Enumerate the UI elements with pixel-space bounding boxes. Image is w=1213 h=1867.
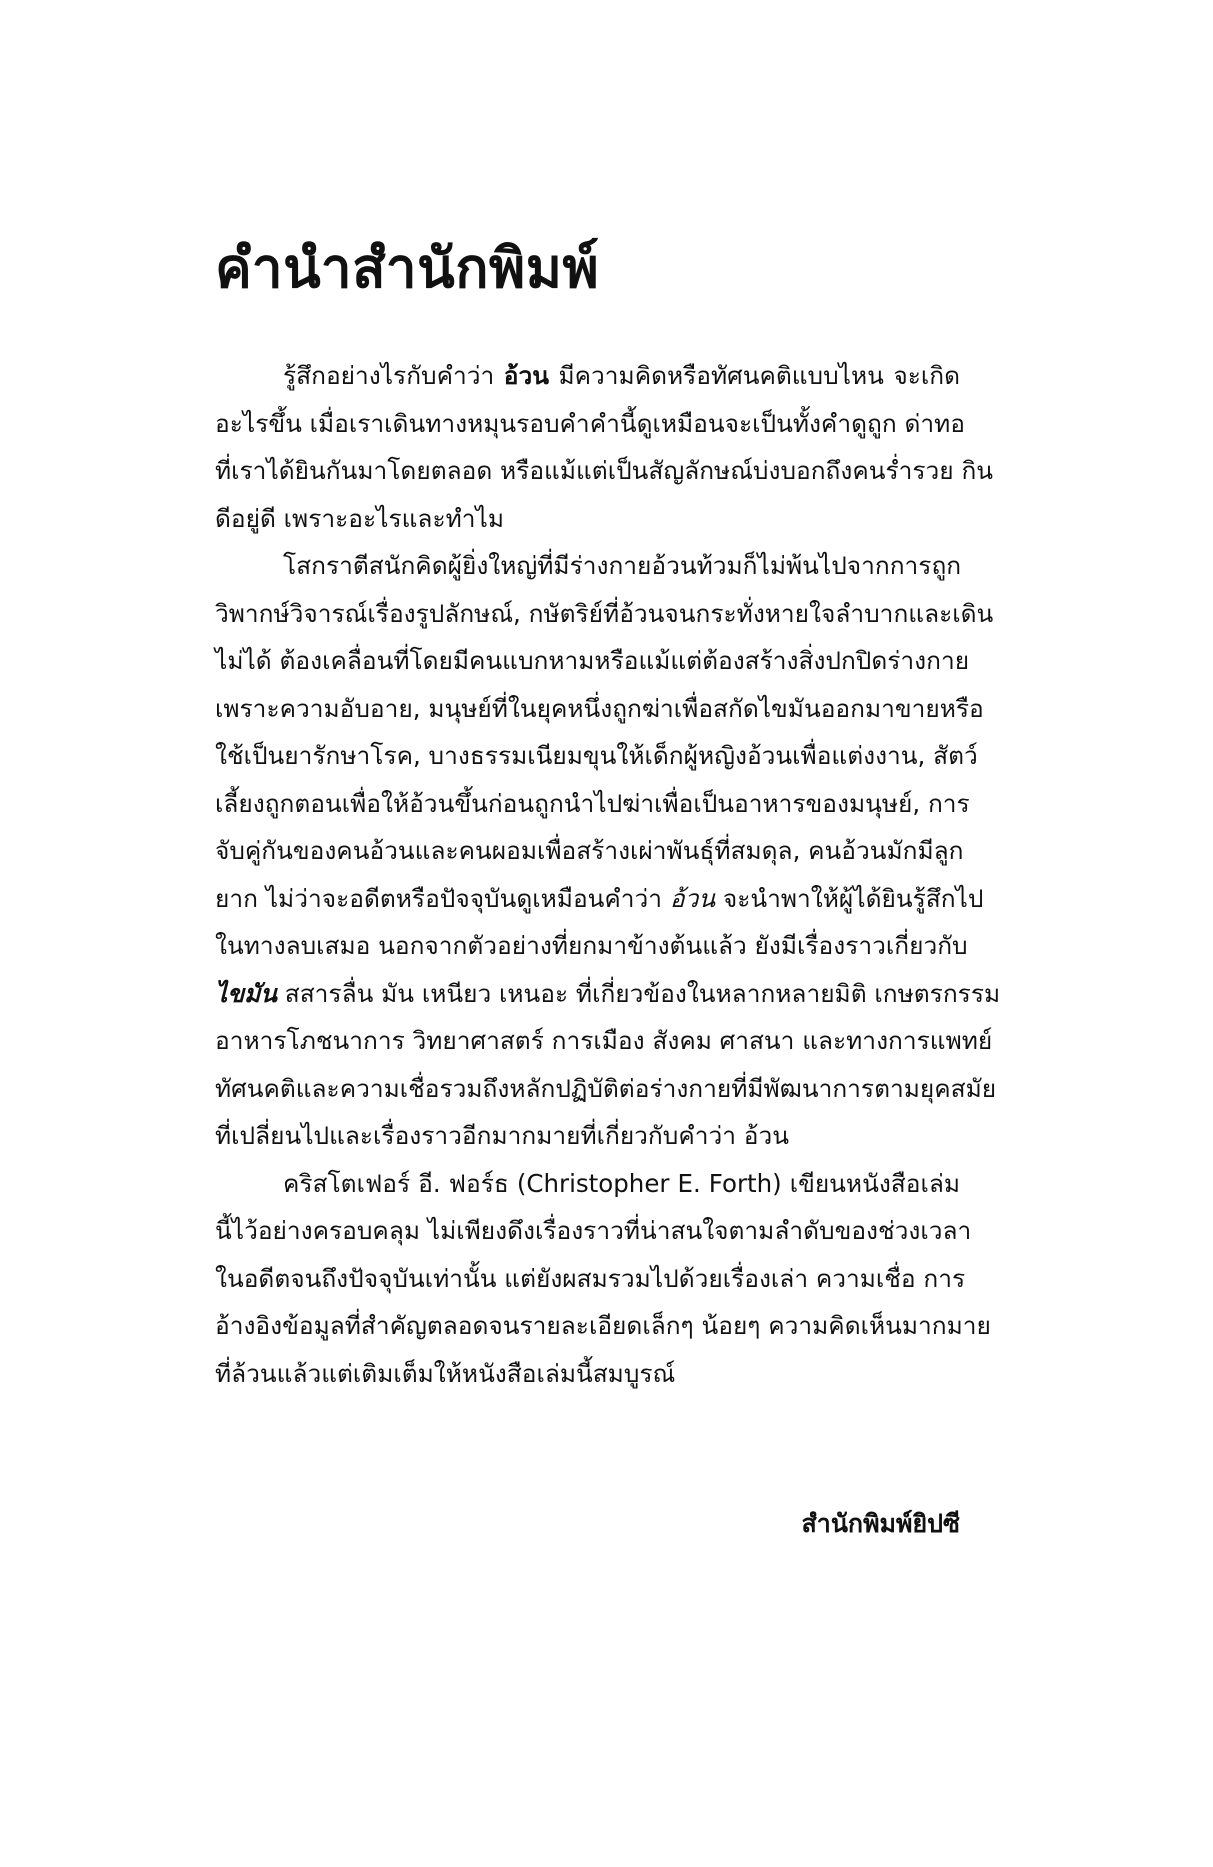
text-run: ที่เราได้ยินกันมาโดยตลอด หรือแม้แต่เป็นสัญลักษณ์บ่งบอกถึงคนร่ำรวย กิน [215,456,994,485]
preface-body [215,352,1001,1397]
publisher-signature: สำนักพิมพ์ยิปซี [801,1509,960,1538]
text-run: ยาก ไม่ว่าจะอดีตหรือปัจจุบันดูเหมือนคำว่า [215,883,670,913]
text-run: จะนำพาให้ผู้ได้ยินรู้สึกไป [715,883,984,913]
text-line [215,352,960,400]
text-line [215,542,960,590]
text-run: จับคู่กันของคนอ้วนและคนผอมเพื่อสร้างเผ่าพันธุ์ที่สมดุล, คนอ้วนมักมีลูก [215,836,964,865]
text-run: นี้ไว้อย่างครอบคลุม ไม่เพียงดึงเรื่องราวที่น่าสนใจตามลำดับของช่วงเวลา [215,1216,972,1245]
text-run: ที่ล้วนแล้วแต่เติมเต็มให้หนังสือเล่มนี้สมบูรณ์ [215,1358,676,1388]
paragraph-2 [215,542,1001,1160]
text-line [215,400,965,448]
text-run: ทัศนคติและความเชื่อรวมถึงหลักปฏิบัติต่อร่างกายที่มีพัฒนาการตามยุคสมัย [215,1073,997,1103]
paragraph-1 [215,352,994,542]
text-line [215,685,984,733]
text-run: ไม่ได้ ต้องเคลื่อนที่โดยมีคนแบกหามหรือแม้แต่ต้องสร้างสิ่งปกปิดร่างกาย [215,646,970,675]
text-run: เพราะความอับอาย, มนุษย์ที่ในยุคหนึ่งถูกฆ่าเพื่อสกัดไขมันออกมาขายหรือ [215,693,984,723]
text-run: ใช้เป็นยารักษาโรค, บางธรรมเนียมขุนให้เด็กผู้หญิงอ้วนเพื่อแต่งงาน, สัตว์ [215,741,978,770]
text-run: โสกราตีสนักคิดผู้ยิ่งใหญ่ที่มีร่างกายอ้วนท้วมก็ไม่พ้นไปจากการถูก [283,551,962,580]
text-line [215,1207,972,1255]
text-run: ในอดีตจนถึงปัจจุบันเท่านั้น แต่ยังผสมรวมไปด้วยเรื่องเล่า ความเชื่อ การ [215,1263,966,1293]
text-run: ในทางลบเสมอ นอกจากตัวอย่างที่ยกมาข้างต้นแล้ว ยังมีเรื่องราวเกี่ยวกับ [215,931,968,960]
text-line [215,1160,960,1208]
text-line [215,637,970,685]
page-title: คำนำสำนักพิมพ์ [215,236,600,300]
emphasized-word: อ้วน [669,883,716,913]
emphasized-word: อ้วน [503,361,549,390]
text-line [215,970,1001,1018]
text-run: ที่เปลี่ยนไปและเรื่องราวอีกมากมายที่เกี่ยวกับคำว่า อ้วน [215,1121,789,1150]
text-line [215,1350,960,1398]
text-line [215,922,968,970]
text-run: รู้สึกอย่างไรกับคำว่า [283,361,504,390]
text-line [215,590,994,638]
emphasized-word: ไขมัน [215,978,277,1008]
text-line [215,1255,966,1303]
text-line [215,1065,997,1113]
text-run: คริสโตเฟอร์ อี. ฟอร์ธ (Christopher E. Forth) เขียนหนังสือเล่ม [283,1168,960,1198]
text-run: สสารลื่น มัน เหนียว เหนอะ ที่เกี่ยวข้องในหลากหลายมิติ เกษตรกรรม [276,978,1001,1008]
text-line [215,780,970,828]
text-run: วิพากษ์วิจารณ์เรื่องรูปลักษณ์, กษัตริย์ที่อ้วนจนกระทั่งหายใจลำบากและเดิน [215,598,994,628]
text-line [215,447,994,495]
paragraph-3 [215,1160,991,1398]
text-run: อาหารโภชนาการ วิทยาศาสตร์ การเมือง สังคม ศาสนา และทางการแพทย์ [215,1026,993,1055]
text-run: ดีอยู่ดี เพราะอะไรและทำไม [215,503,504,533]
text-line [215,1302,991,1350]
text-run: มีความคิดหรือทัศนคติแบบไหน จะเกิด [549,361,960,390]
text-line [215,1112,960,1160]
text-run: เลี้ยงถูกตอนเพื่อให้อ้วนขึ้นก่อนถูกนำไปฆ่าเพื่อเป็นอาหารของมนุษย์, การ [215,788,970,818]
text-line [215,1017,993,1065]
text-line [215,495,960,543]
text-run: อ้างอิงข้อมูลที่สำคัญตลอดจนรายละเอียดเล็กๆ น้อยๆ ความคิดเห็นมากมาย [215,1311,991,1340]
text-line [215,875,984,923]
text-run: อะไรขึ้น เมื่อเราเดินทางหมุนรอบคำคำนี้ดูเหมือนจะเป็นทั้งคำดูถูก ด่าทอ [215,408,965,438]
text-line [215,827,964,875]
text-line [215,732,978,780]
